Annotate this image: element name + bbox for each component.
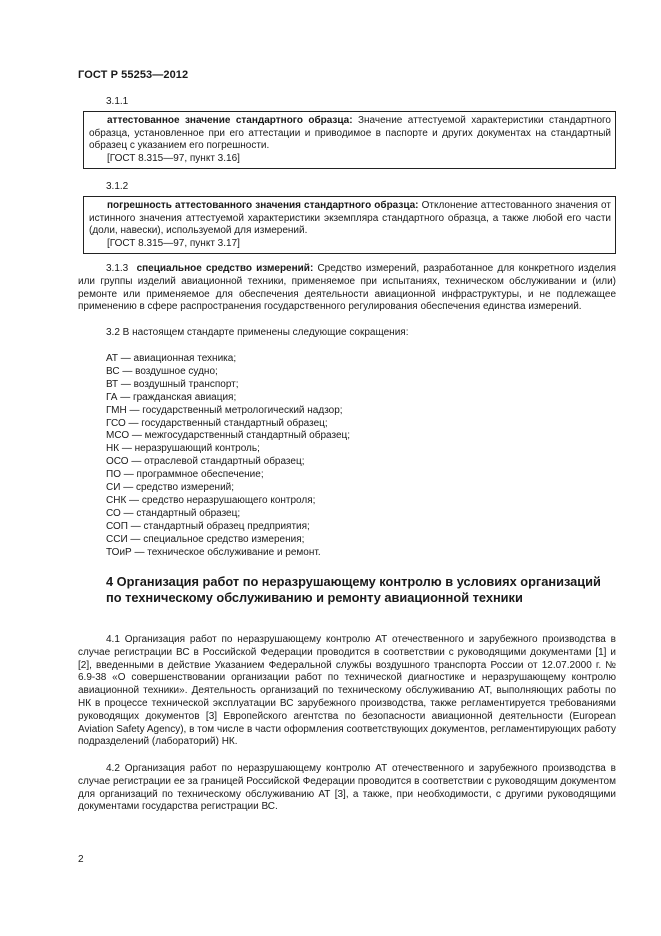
term-text: Средство измерений, разработанное для конкретного изделия или группы изделий авиационной техники, применяемое при испытаниях, техническом обслуживании и (или) ремонте или применяемое для обеспечения деятельности авиационной инфраструктуры, и не подлежащее применению в сфере распространения государственного регулирования обеспечения единства измерений.: [78, 263, 617, 313]
list-item: СОП — стандартный образец предприятия;: [106, 520, 310, 532]
term-definition-3-1-1: [89, 115, 611, 153]
term-reference: [ГОСТ 8.315—97, пункт 3.16]: [107, 152, 240, 164]
term-number-3-1-1: 3.1.1: [106, 96, 129, 107]
list-item: МСО — межгосударственный стандартный образец;: [106, 430, 351, 442]
list-item: СНК — средство неразрушающего контроля;: [106, 494, 316, 506]
term-reference: [ГОСТ 8.315—97, пункт 3.17]: [107, 237, 240, 249]
paragraph-4-2: 4.2 Организация работ по неразрушающему контролю АТ отечественного и зарубежного производства в случае регистрации ее за границей Российской Федерации проводится в соответствии с руководящим документом для организаций по техническому обслуживанию АТ [3], а также, при необходимости, с другими руководящими документами государства регистрации ВС.: [78, 763, 616, 813]
term-name: специальное средство измерений:: [136, 263, 314, 274]
list-item: ВС — воздушное судно;: [106, 365, 218, 377]
list-item: НК — неразрушающий контроль;: [106, 443, 260, 455]
list-item: СО — стандартный образец;: [106, 507, 241, 519]
term-definition-3-1-3: [78, 263, 616, 314]
term-text: Значение аттестуемой характеристики стандартного образца, установленное при его аттестации и приводимое в паспорте и других документах на стандартный образец с указанием его погрешности.: [89, 115, 611, 152]
term-definition-3-1-2: [89, 200, 611, 238]
section-heading: 4 Организация работ по неразрушающему контролю в условиях организаций по техническому обслуживанию и ремонту авиационной техники: [106, 574, 601, 605]
list-item: ТОиР — техническое обслуживание и ремонт.: [106, 546, 321, 558]
list-item: СИ — средство измерений;: [106, 482, 235, 494]
list-item: ОСО — отраслевой стандартный образец;: [106, 456, 305, 468]
term-number-3-1-2: 3.1.2: [106, 181, 129, 192]
term-text: Отклонение аттестованного значения от истинного значения аттестуемой характеристики экземпляра стандартного образца, а также любой его части (доли, навески), используемой для измерений.: [89, 200, 611, 237]
term-box-3-1-2: [83, 196, 616, 254]
list-item: ССИ — специальное средство измерения;: [106, 533, 305, 545]
abbreviations-intro: 3.2 В настоящем стандарте применены следующие сокращения:: [106, 327, 409, 338]
document-header: ГОСТ Р 55253—2012: [78, 69, 189, 81]
page-number: 2: [78, 854, 84, 865]
paragraph-4-1: 4.1 Организация работ по неразрушающему контролю АТ отечественного и зарубежного производства в случае регистрации ВС в Российской Федерации проводится в соответствии с руководящими документами [1] и [2], введенными в действие Указанием Федеральной службы воздушного транспорта России от 12.07.2000 г. № 6.9-38 «О совершенствовании организации работ по технической диагностике и неразрушающему контролю авиационной техники». Деятельность организаций по техническому обслуживанию АТ, выполняющих работы по НК в процессе технической эксплуатации ВС зарубежного производства, также регламентируется требованиями руководящих документов [3] Европейского агентства по безопасности авиационной деятельности (European Aviation Safety Agency), в том числе в части оформления соответствующих документов, регламентирующих работу подразделений (лабораторий) НК.: [78, 634, 616, 748]
list-item: АТ — авиационная техника;: [106, 353, 237, 364]
list-item: ГСО — государственный стандартный образец;: [106, 417, 328, 429]
term-number: 3.1.3: [106, 263, 129, 274]
term-name: погрешность аттестованного значения стандартного образца:: [107, 200, 419, 211]
abbreviations-list: [106, 353, 350, 560]
list-item: ПО — программное обеспечение;: [106, 469, 264, 481]
list-item: ВТ — воздушный транспорт;: [106, 378, 239, 390]
list-item: ГА — гражданская авиация;: [106, 391, 237, 403]
list-item: ГМН — государственный метрологический надзор;: [106, 404, 343, 416]
term-box-3-1-1: [83, 111, 616, 169]
term-name: аттестованное значение стандартного образца:: [107, 115, 353, 126]
